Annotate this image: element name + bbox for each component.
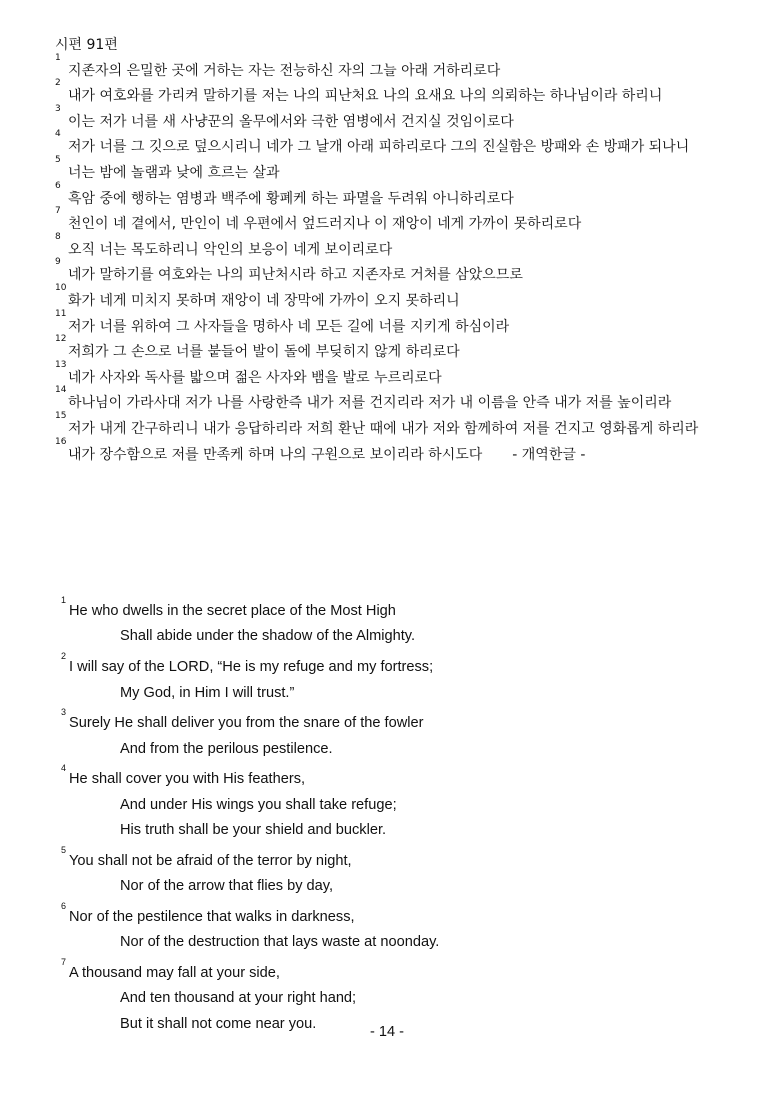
english-verse-line: My God, in Him I will trust.” [120,684,295,701]
verse-text: 네가 말하기를 여호와는 나의 피난처시라 하고 지존자로 거처를 삼았으므로 [68,267,523,284]
verse-number: 2 [61,651,67,662]
verse-number: 4 [61,763,67,774]
english-text-block [61,594,701,1038]
english-verse-line: And from the perilous pestilence. [120,740,333,757]
korean-verse [55,308,721,341]
korean-verse [55,257,721,289]
korean-verse [55,129,721,161]
verse-text: 내가 장수함으로 저를 만족케 하며 나의 구원으로 보이리라 하시도다 [68,446,483,463]
verse-number: 1 [61,595,67,605]
english-verse-line [61,706,701,736]
korean-verse [55,436,721,469]
verse-number: 6 [61,900,67,911]
english-verse-line: Nor of the arrow that flies by day, [120,878,334,895]
verse-text: 지존자의 은밀한 곳에 거하는 자는 전능하신 자의 그늘 아래 거하리로다 [68,62,501,79]
verse-number: 15 [55,410,67,421]
verse-number: 7 [61,956,67,967]
verse-number: 5 [61,844,67,855]
verse-text: 저희가 그 손으로 너를 붙들어 발이 돌에 부딪히지 않게 하리로다 [68,344,460,361]
english-verse-line: Shall abide under the shadow of the Almighty. [120,628,416,645]
korean-verse [55,180,721,213]
korean-verse [55,103,721,136]
verse-number: 3 [61,707,67,718]
verse-text: 하나님이 가라사대 저가 나를 사랑한즉 내가 저를 건지리라 저가 내 이름을 안즉 내가 저를 높이리라 [68,395,672,412]
korean-verse [55,410,721,443]
verse-text: You shall not be afraid of the terror by night, [69,852,352,869]
english-verse-line [61,594,701,624]
verse-number: 4 [55,129,61,140]
verse-number: 13 [55,359,67,370]
english-verse-line [61,844,701,874]
korean-verse [55,282,721,315]
verse-text: Surely He shall deliver you from the snare of the fowler [69,714,424,731]
english-verse-line: His truth shall be your shield and buckler. [120,822,387,839]
verse-text: 저가 내게 간구하리니 내가 응답하리라 저희 환난 때에 내가 저와 함께하여 저를 건지고 영화롭게 하리라 [68,420,699,437]
psalm-title: 시편 91편 [55,37,118,53]
verse-text: He who dwells in the secret place of the Most High [69,602,396,619]
verse-text: I will say of the LORD, “He is my refuge and my fortress; [69,658,434,675]
english-verse-line [61,900,701,930]
korean-verse [55,385,721,417]
english-verse-line: But it shall not come near you. [120,1015,317,1032]
verse-text: 화가 네게 미치지 못하며 재앙이 네 장막에 가까이 오지 못하리니 [68,292,460,309]
verse-number: 7 [55,206,61,217]
verse-number: 1 [55,52,61,63]
verse-number: 3 [55,103,61,114]
verse-number: 6 [55,180,61,191]
verse-number: 10 [55,282,67,293]
english-verse-line [61,762,701,792]
verse-text: 천인이 네 곁에서, 만인이 네 우편에서 엎드러지나 이 재앙이 네게 가까이 못하리로다 [68,216,582,233]
korean-verse [55,78,721,110]
english-verse-line: And ten thousand at your right hand; [120,990,357,1007]
english-verse-line: Nor of the destruction that lays waste at noonday. [120,934,440,951]
korean-verse [55,52,721,85]
english-verse-line: And under His wings you shall take refuge; [120,796,397,813]
verse-number: 11 [55,308,67,319]
verse-text: 저가 너를 위하여 그 사자들을 명하사 네 모든 길에 너를 지키게 하심이라 [68,318,510,335]
verse-number: 12 [55,334,67,345]
korean-verse [55,154,721,187]
verse-text: 내가 여호와를 가리켜 말하기를 저는 나의 피난처요 나의 요새요 나의 의뢰하는 하나님이라 하리니 [68,88,663,105]
verse-text: 오직 너는 목도하리니 악인의 보응이 네게 보이리로다 [68,241,393,258]
verse-text: He shall cover you with His feathers, [69,771,306,787]
verse-number: 14 [55,385,67,396]
korean-verse [55,231,721,264]
verse-text: 흑암 중에 행하는 염병과 백주에 황폐케 하는 파멸을 두려워 아니하리로다 [68,190,514,207]
verse-text: 저가 너를 그 깃으로 덮으시리니 네가 그 날개 아래 피하리로다 그의 진실함은 방패와 손 방패가 되나니 [68,139,690,156]
korean-text-block [55,33,721,468]
english-verse-line [61,956,701,986]
verse-text: 네가 사자와 독사를 밟으며 젊은 사자와 뱀을 발로 누르리로다 [68,369,442,386]
verse-text: Nor of the pestilence that walks in darkness, [69,908,355,925]
korean-verse [55,206,721,238]
verse-number: 5 [55,154,61,165]
verse-number: 2 [55,78,61,89]
verse-number: 16 [55,436,67,447]
page-number: - 14 - [369,1024,405,1040]
translation-source: - 개역한글 - [512,446,586,463]
verse-text: A thousand may fall at your side, [69,964,280,981]
verse-text: 너는 밤에 놀램과 낮에 흐르는 살과 [68,164,280,181]
english-verse-line [61,650,701,680]
korean-verse [55,359,721,392]
verse-number: 8 [55,231,61,242]
verse-number: 9 [55,257,61,268]
verse-text: 이는 저가 너를 새 사냥꾼의 올무에서와 극한 염병에서 건지실 것임이로다 [68,113,514,130]
korean-verse [55,334,721,366]
